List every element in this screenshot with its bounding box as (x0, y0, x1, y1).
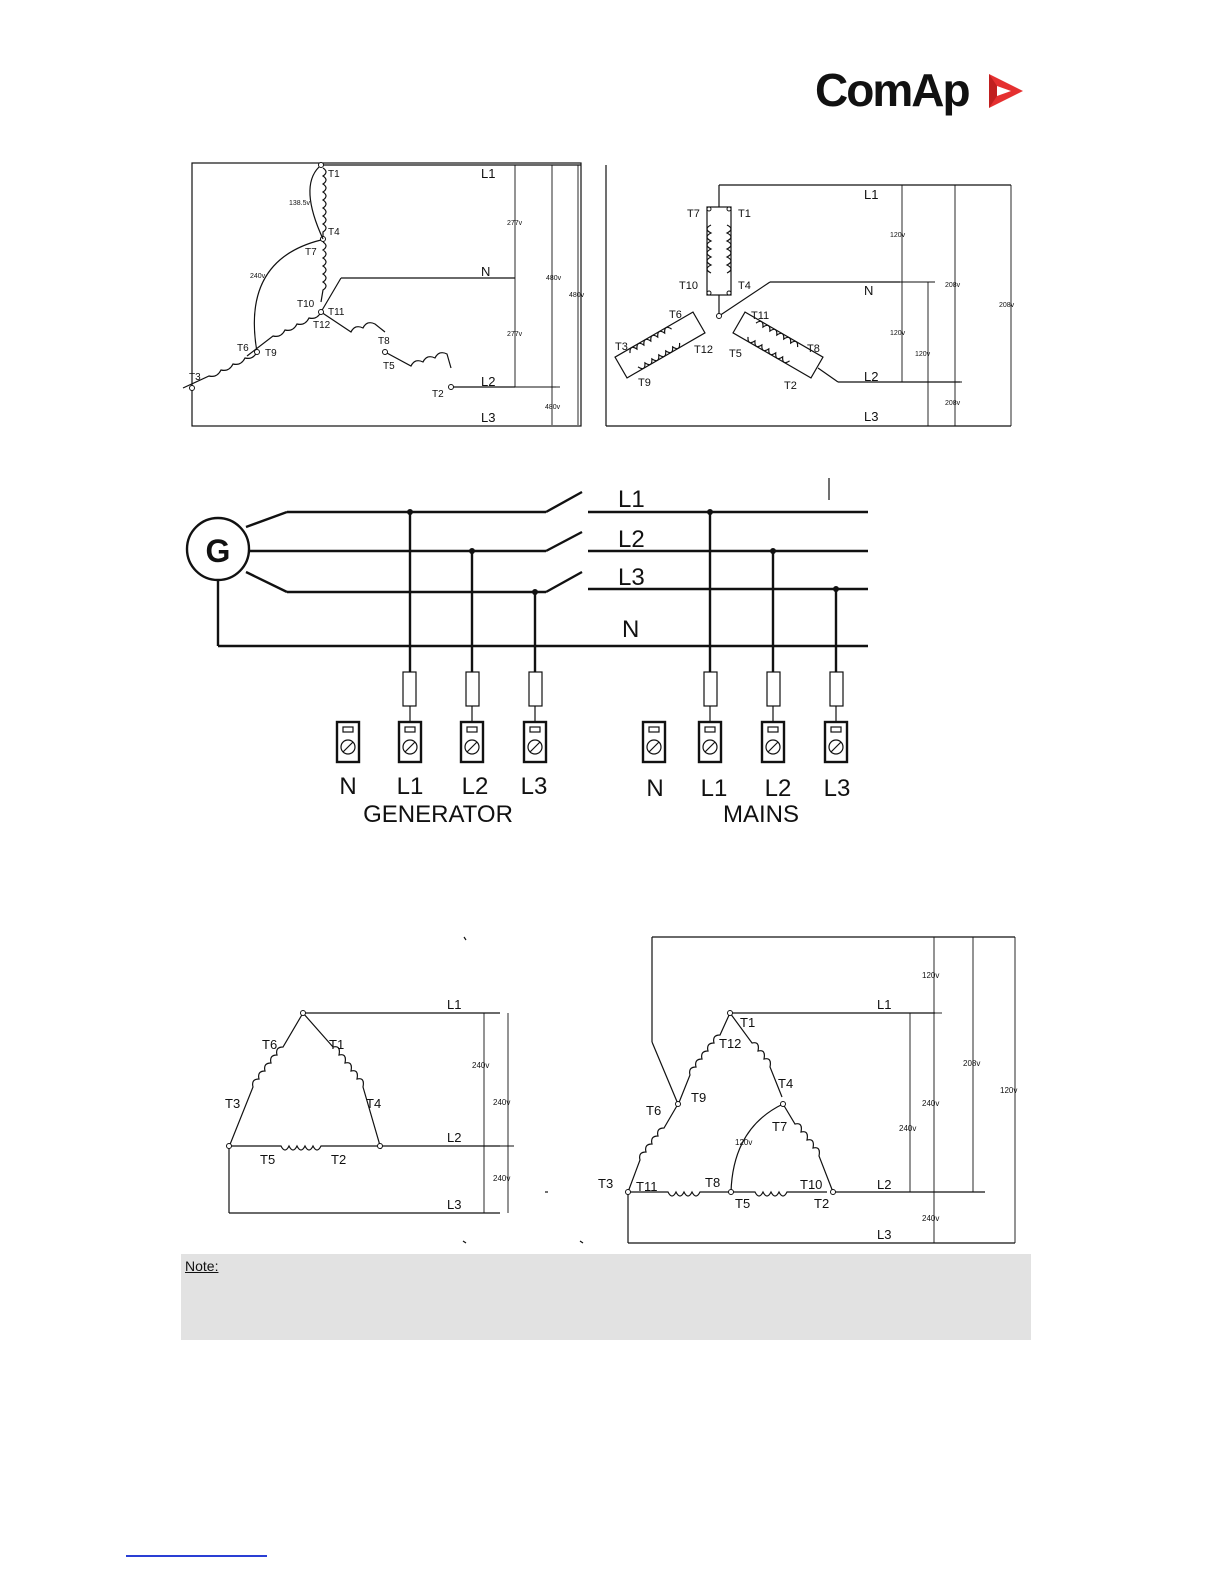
wye-low-T5: T5 (729, 348, 742, 360)
delta-low-T10: T10 (800, 1177, 823, 1192)
wye-high-T8: T8 (378, 336, 390, 347)
wye-high-ll-bottom: 480v (545, 404, 561, 411)
delta-high-T5: T5 (260, 1152, 276, 1167)
terminal-block (643, 722, 665, 762)
bus-L3-label: L3 (618, 564, 645, 591)
terminal-block (337, 722, 359, 762)
wye-high-N: N (481, 264, 491, 279)
wye-low-T11: T11 (751, 310, 770, 322)
wye-high-ln-top: 277v (507, 220, 523, 227)
wye-low-T12: T12 (694, 344, 713, 356)
logo-text: ComAp (815, 64, 969, 116)
delta-low-T1: T1 (740, 1015, 756, 1030)
delta-high-L1: L1 (447, 997, 462, 1012)
wye-low-N: N (864, 283, 874, 298)
delta-low-T11: T11 (636, 1179, 658, 1194)
note-box (181, 1254, 1031, 1340)
wye-high-T4: T4 (328, 227, 340, 238)
bus-N-label: N (622, 616, 640, 643)
gen-terminal-L2: L2 (461, 773, 489, 800)
gen-terminal-L3: L3 (520, 773, 548, 800)
wye-high-T11: T11 (328, 307, 345, 318)
wye-low-L2: L2 (864, 369, 879, 384)
wye-low-ll-1: 208v (945, 282, 961, 289)
wye-low-T4: T4 (738, 280, 751, 292)
note-title: Note: (185, 1258, 219, 1274)
wye-high-T9: T9 (265, 348, 277, 359)
terminal-block (399, 722, 421, 762)
delta-high-diagram (227, 937, 584, 1243)
connection-wiring-diagram (187, 478, 868, 762)
wye-low-ll-3: 208v (945, 400, 961, 407)
wye-low-ln-mid: 120v (915, 351, 931, 358)
wye-high-ll-outer: 480v (569, 292, 585, 299)
wye-high-T7: T7 (305, 247, 317, 258)
mains-title: MAINS (722, 801, 800, 828)
wye-high-T3: T3 (189, 372, 201, 383)
delta-low-L1: L1 (877, 997, 892, 1012)
wye-low-ln-top: 120v (890, 232, 906, 239)
mains-terminal-L1: L1 (700, 775, 728, 802)
delta-high-v2: 240v (493, 1098, 511, 1107)
wye-high-T1: T1 (328, 169, 340, 180)
delta-low-L2: L2 (877, 1177, 892, 1192)
delta-low-T9: T9 (691, 1090, 707, 1105)
terminal-block (825, 722, 847, 762)
delta-low-bottom-volts: 240v (922, 1214, 940, 1223)
delta-high-L3: L3 (447, 1197, 462, 1212)
wye-low-T1: T1 (738, 208, 751, 220)
mains-terminal-L2: L2 (764, 775, 792, 802)
wye-low-T9: T9 (638, 377, 651, 389)
terminal-block (762, 722, 784, 762)
delta-low-T2: T2 (814, 1196, 830, 1211)
delta-low-T8: T8 (705, 1175, 721, 1190)
wye-high-T2: T2 (432, 389, 444, 400)
gen-terminal-N: N (339, 773, 357, 800)
wye-low-ln-bot: 120v (890, 330, 906, 337)
mains-terminal-N: N (646, 775, 664, 802)
wye-high-diagram (183, 160, 583, 426)
delta-low-vb-volts: 240v (899, 1124, 917, 1133)
delta-low-T3: T3 (598, 1176, 614, 1191)
wye-high-L1: L1 (481, 166, 496, 181)
wye-low-L3: L3 (864, 409, 879, 424)
wye-low-L1: L1 (864, 187, 879, 202)
wye-low-T8: T8 (807, 343, 820, 355)
terminal-block (461, 722, 483, 762)
delta-low-va-volts: 240v (922, 1099, 940, 1108)
delta-high-T2: T2 (331, 1152, 347, 1167)
delta-low-top-volts: 120v (922, 971, 940, 980)
terminal-block (699, 722, 721, 762)
wye-low-diagram (606, 165, 1011, 426)
wye-high-T6: T6 (237, 343, 249, 354)
delta-low-T7: T7 (772, 1119, 788, 1134)
wye-high-T10: T10 (297, 299, 315, 310)
wye-high-coil-volts: 138.5v (289, 200, 311, 207)
delta-high-T6: T6 (262, 1037, 278, 1052)
wye-high-ln-bot: 277v (507, 331, 523, 338)
delta-high-T4: T4 (366, 1096, 382, 1111)
delta-low-inner-volts: 120v (735, 1138, 753, 1147)
wye-low-T3: T3 (615, 341, 628, 353)
wye-high-L3: L3 (481, 410, 496, 425)
delta-low-L3: L3 (877, 1227, 892, 1242)
wye-low-ll-2: 208v (999, 302, 1015, 309)
terminal-block (524, 722, 546, 762)
delta-low-T4: T4 (778, 1076, 794, 1091)
delta-low-T5: T5 (735, 1196, 751, 1211)
wye-low-T7: T7 (687, 208, 700, 220)
delta-high-v3: 240v (493, 1174, 511, 1183)
delta-high-T1: T1 (329, 1037, 345, 1052)
delta-high-T3: T3 (225, 1096, 241, 1111)
wye-high-ll-inner: 480v (546, 275, 562, 282)
wye-low-T6: T6 (669, 309, 682, 321)
wye-low-T10: T10 (679, 280, 698, 292)
bus-L2-label: L2 (618, 526, 645, 553)
wye-high-T12: T12 (313, 320, 331, 331)
delta-low-T6: T6 (646, 1103, 662, 1118)
delta-low-T12: T12 (719, 1036, 742, 1051)
wye-low-T2: T2 (784, 380, 797, 392)
wye-high-T5: T5 (383, 361, 395, 372)
bus-L1-label: L1 (618, 486, 645, 513)
mains-terminal-L3: L3 (823, 775, 851, 802)
delta-high-v1: 240v (472, 1061, 490, 1070)
generator-title: GENERATOR (363, 801, 513, 828)
delta-high-L2: L2 (447, 1130, 462, 1145)
wye-high-arc-volts: 240v (250, 273, 266, 280)
delta-low-right-volts: 120v (1000, 1086, 1018, 1095)
delta-low-208-volts: 208v (963, 1059, 981, 1068)
footer-link[interactable] (126, 1555, 267, 1557)
generator-symbol: G (205, 533, 231, 569)
gen-terminal-L1: L1 (396, 773, 424, 800)
wye-high-L2: L2 (481, 374, 496, 389)
